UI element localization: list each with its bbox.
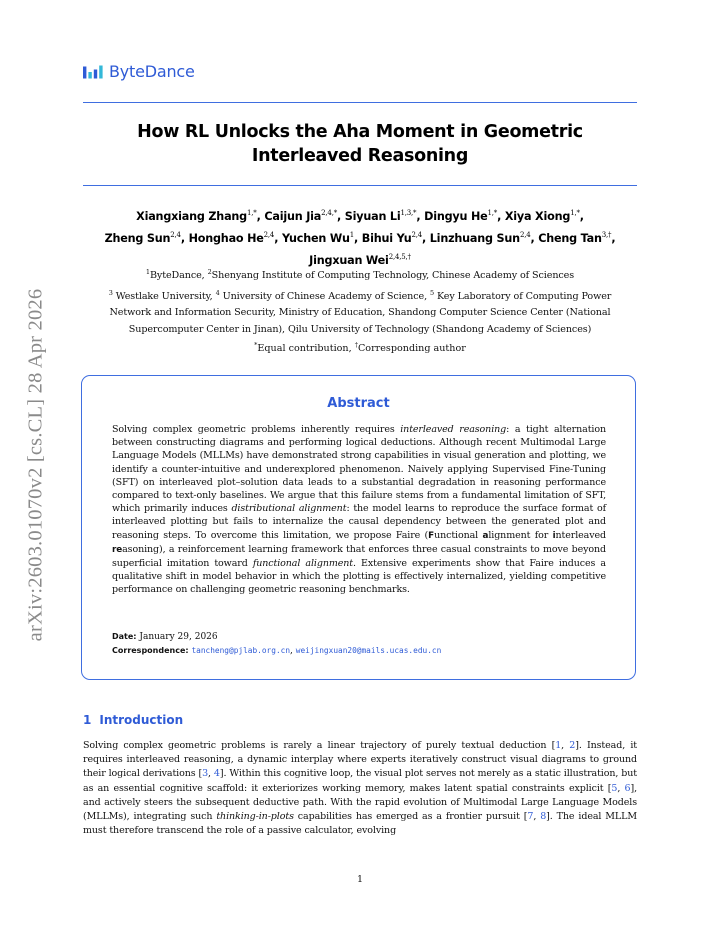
author-name: Zheng Sun [104, 232, 171, 245]
bytedance-bars-icon [83, 65, 104, 79]
author-name: Bihui Yu [361, 232, 412, 245]
author-name: Linzhuang Sun [429, 232, 520, 245]
title-line-1: How RL Unlocks the Aha Moment in Geometric [137, 122, 583, 142]
author-name: Cheng Tan [538, 232, 602, 245]
citation-link[interactable]: 5 [611, 782, 618, 794]
author-affiliation-mark: 1,3,* [400, 209, 417, 217]
arxiv-identifier[interactable]: arXiv:2603.01070v2 [cs.CL] 28 Apr 2026 [24, 288, 47, 642]
author-affiliation-mark: 2,4 [519, 231, 531, 239]
section-heading [83, 713, 183, 727]
logo-text: ByteDance [109, 62, 195, 81]
abstract-box [81, 375, 636, 680]
date-label: Date: [112, 632, 137, 641]
date-value: January 29, 2026 [136, 632, 218, 642]
author-notes: *Equal contribution, †Corresponding author [254, 341, 466, 354]
author-name: Caijun Jia [264, 210, 322, 223]
author-affiliation-mark: 2,4 [170, 231, 181, 239]
author-name: Honghao He [188, 232, 264, 245]
title-line-2: Interleaved Reasoning [251, 146, 469, 166]
author-affiliation-mark: 1,* [570, 209, 580, 217]
title-rule [83, 185, 637, 186]
affiliation-line: Supercomputer Center in Jinan), Qilu University of Technology (Shandong Academy of Sciences) [128, 323, 592, 335]
citation-link[interactable]: 1 [555, 740, 562, 751]
citation-link[interactable]: 4 [213, 768, 220, 780]
email-link[interactable]: weijingxuan20@mails.ucas.edu.cn [295, 646, 442, 655]
citation-link[interactable]: 6 [624, 782, 631, 794]
author-name: Xiya Xiong [504, 210, 571, 223]
date-line [112, 632, 218, 642]
affiliation-line: $^1$ByteDance, $^2$Shenyang Institute of Computing Technology, Chinese Academy of Sciences [145, 268, 575, 281]
author-affiliation-mark: 1 [349, 231, 355, 239]
abstract-text: Solving complex geometric problems inherently requires interleaved reasoning: a tight alternation between constructing diagrams and performing logical deductions. Although recent Multimodal Large Language Models (MLLMs) have demonstrated strong capabilities in visual generation and plotting, we identify a counter-intuitive and underexplored phenomenon. Naively applying Supervised Fine-Tuning (SFT) on interleaved plot–solution data leads to a substantial degradation in reasoning performance compared to text-only baselines. We argue that this failure stems from a fundamental limitation of SFT, which primarily induces distributional alignment: the model learns to reproduce the surface format of interleaved plotting but fails to internalize the causal dependency between the generated plot and reasoning steps. To overcome this limitation, we propose Faire (Functional alignment for interleaved reasoning), a reinforcement learning framework that enforces three casual constraints to move beyond superficial imitation toward functional alignment. Extensive experiments show that Faire induces a qualitative shift in model behavior in which the plotting is effectively internalized, yielding competitive performance on challenging geometric reasoning benchmarks. [112, 424, 607, 596]
citation-link[interactable]: 2 [569, 740, 576, 751]
author-name: Jingxuan Wei [309, 254, 389, 267]
author-list: Xiangxiang Zhang$^{1,*}$, Caijun Jia$^{2,4,*}$, Siyuan $Li^{1,3,*}$, Dingyu $He^{1,*}$, Xiya Xiong$^{1,*}$, Zheng Sun$^{2,4}$, Honghao He$^{2,4}$, Yuchen Wu$^1$, Bihui Yu$^{2,4}$, Linzhuang Sun$^{2,4}$, Cheng Tan$^{3,\dagger}$, Jingxuan Wei$^{2,4,5,\dagger}$ [104, 209, 616, 267]
author-affiliation-mark: 2,4,* [321, 209, 338, 217]
author-affiliation-mark: 2,4 [411, 231, 422, 239]
author-name: Siyuan Li [344, 210, 401, 223]
abstract-heading: Abstract [327, 396, 390, 411]
author-name: Dingyu He [424, 210, 488, 223]
correspondence-label: Correspondence: [112, 646, 189, 655]
intro-paragraph: Solving complex geometric problems is rarely a linear trajectory of purely textual deduction [1, 2]. Instead, it requires interleaved reasoning, a dynamic interplay where experts iteratively construct visual diagrams to ground their logical derivations [3, 4]. Within this cognitive loop, the visual plot serves not merely as a static illustration, but as an essential cognitive scaffold: it exteriorizes working memory, makes latent spatial constraints explicit [5, 6], and actively steers the subsequent deductive path. With the rapid evolution of Multimodal Large Language Models (MLLMs), integrating such thinking-in-plots capabilities has emerged as a frontier pursuit [7, 8]. The ideal MLLM must therefore transcend the role of a passive calculator, evolving [83, 740, 638, 837]
author-affiliation-mark: 2,4 [263, 231, 275, 239]
citation-link[interactable]: 7 [527, 811, 534, 823]
affiliations [80, 264, 640, 338]
paper-title [83, 120, 637, 168]
author-affiliation-mark: 2,4,5,† [388, 253, 411, 261]
affiliation-line: Network and Information Security, Ministry of Education, Shandong Computer Science Center (National [109, 307, 611, 318]
citation-link[interactable]: 8 [540, 811, 547, 823]
citation-link[interactable]: 3 [202, 768, 209, 780]
header-rule [83, 102, 637, 103]
author-name: Yuchen Wu [281, 232, 350, 245]
author-affiliation-mark: 3,† [601, 231, 612, 239]
section-title: Introduction [99, 713, 184, 727]
section-number: 1 [83, 713, 92, 727]
correspondence-line: Correspondence: tancheng@pjlab.org.cn, weijingxuan20@mails.ucas.edu.cn [112, 646, 442, 656]
bytedance-logo [83, 62, 195, 81]
page-number: 1 [356, 874, 364, 885]
author-name: Xiangxiang Zhang [136, 210, 247, 223]
author-affiliation-mark: 1,* [487, 209, 498, 217]
affiliation-line: $^3$ Westlake University, $^4$ University of Chinese Academy of Science, $^5$ Key Laboratory of Computing Power [108, 288, 612, 302]
email-link[interactable]: tancheng@pjlab.org.cn [191, 646, 291, 655]
author-affiliation-mark: 1,* [247, 209, 257, 217]
